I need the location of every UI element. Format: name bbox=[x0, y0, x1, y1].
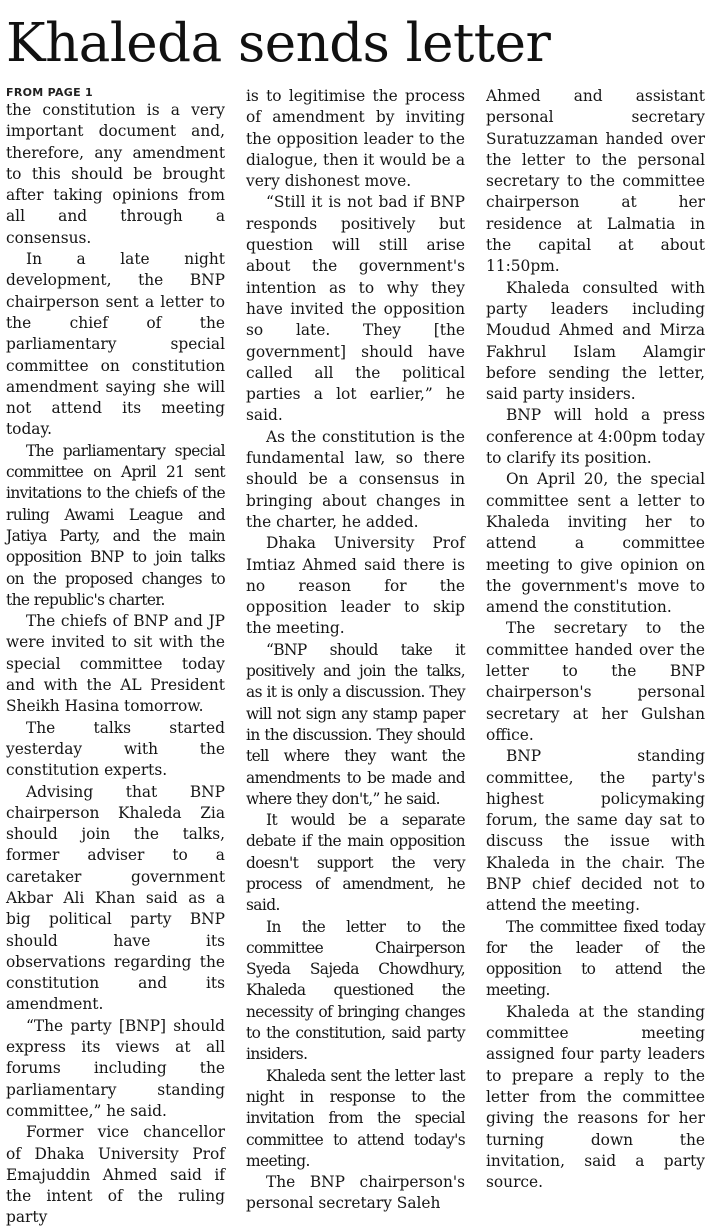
paragraph: In a late night development, the BNP chairperson sent a letter to the chief of the parliamentary special committee on constitution amendment saying she will not attend its meeting today. bbox=[6, 250, 225, 439]
paragraph: The secretary to the committee handed over the letter to the BNP chairperson's personal secretary at her Gulshan office. bbox=[486, 619, 705, 744]
paragraph: On April 20, the special committee sent a letter to Khaleda inviting her to attend a committee meeting to give opinion on the government's move to amend the constitution. bbox=[486, 470, 705, 617]
paragraph: Advising that BNP chairperson Khaleda Zia should join the talks, former adviser to a caretaker government Akbar Ali Khan said as a big political party BNP should have its observations regarding the constitution and its amendment. bbox=[6, 782, 225, 1014]
paragraph: Khaleda consulted with party leaders including Moudud Ahmed and Mirza Fakhrul Islam Alamgir before sending the letter, said party insiders. bbox=[486, 278, 705, 404]
article-column-1 bbox=[6, 86, 225, 1229]
headline: Khaleda sends letter bbox=[6, 13, 551, 74]
paragraph: the constitution is a very important document and, therefore, any amendment to this should be brought after taking opinions from all and through a consensus. bbox=[6, 101, 225, 247]
paragraph: “Still it is not bad if BNP responds positively but question will still arise about the government's intention as to why they have invited the opposition so late. They [the government] should have called all the political parties a lot earlier,” he said. bbox=[246, 193, 465, 425]
article-column-3 bbox=[486, 86, 705, 1193]
paragraph: “BNP should take it positively and join the talks, as it is only a discussion. They will not sign any stamp paper in the discussion. They should tell where they want the amendments to be made and where they don't,” he said. bbox=[246, 640, 465, 808]
continuation-kicker: FROM PAGE 1 bbox=[6, 86, 94, 99]
paragraph: The chiefs of BNP and JP were invited to sit with the special committee today and with the AL President Sheikh Hasina tomorrow. bbox=[6, 612, 225, 716]
paragraph: Khaleda at the standing committee meeting assigned four party leaders to prepare a reply to the letter from the committee giving the reasons for her turning down the invitation, said a party source. bbox=[486, 1002, 705, 1192]
paragraph: Khaleda sent the letter last night in response to the invitation from the special committee to attend today's meeting. bbox=[246, 1066, 465, 1170]
paragraph: Ahmed and assistant personal secretary Suratuzzaman handed over the letter to the personal secretary to the committee chairperson at her residence at Lalmatia in the capital at about 11:50pm. bbox=[486, 87, 705, 276]
paragraph: The BNP chairperson's personal secretary Saleh bbox=[246, 1173, 465, 1213]
paragraph: is to legitimise the process of amendment by inviting the opposition leader to the dialogue, then it would be a very dishonest move. bbox=[246, 87, 465, 191]
paragraph: The parliamentary special committee on April 21 sent invitations to the chiefs of the ruling Awami League and Jatiya Party, and the main opposition BNP to join talks on the proposed changes to the republic's charter. bbox=[6, 441, 225, 609]
paragraph: It would be a separate debate if the main opposition doesn't support the very process of amendment, he said. bbox=[246, 811, 465, 915]
paragraph: In the letter to the committee Chairperson Syeda Sajeda Chowdhury, Khaleda questioned the necessity of bringing changes to the constitution, said party insiders. bbox=[246, 917, 465, 1064]
paragraph: The committee fixed today for the leader of the opposition to attend the meeting. bbox=[486, 917, 705, 1000]
paragraph: “The party [BNP] should express its views at all forums including the parliamentary standing committee,” he said. bbox=[6, 1016, 225, 1120]
article-column-2 bbox=[246, 86, 465, 1215]
paragraph: Dhaka University Prof Imtiaz Ahmed said there is no reason for the opposition leader to skip the meeting. bbox=[246, 534, 465, 638]
paragraph: Former vice chancellor of Dhaka University Prof Emajuddin Ahmed said if the intent of the ruling party bbox=[6, 1123, 225, 1227]
paragraph: As the constitution is the fundamental law, so there should be a consensus in bringing about changes in the charter, he added. bbox=[246, 427, 465, 531]
paragraph: The talks started yesterday with the constitution experts. bbox=[6, 718, 225, 780]
paragraph: BNP will hold a press conference at 4:00pm today to clarify its position. bbox=[486, 406, 705, 468]
paragraph: BNP standing committee, the party's highest policymaking forum, the same day sat to discuss the issue with Khaleda in the chair. The BNP chief decided not to attend the meeting. bbox=[486, 747, 705, 915]
